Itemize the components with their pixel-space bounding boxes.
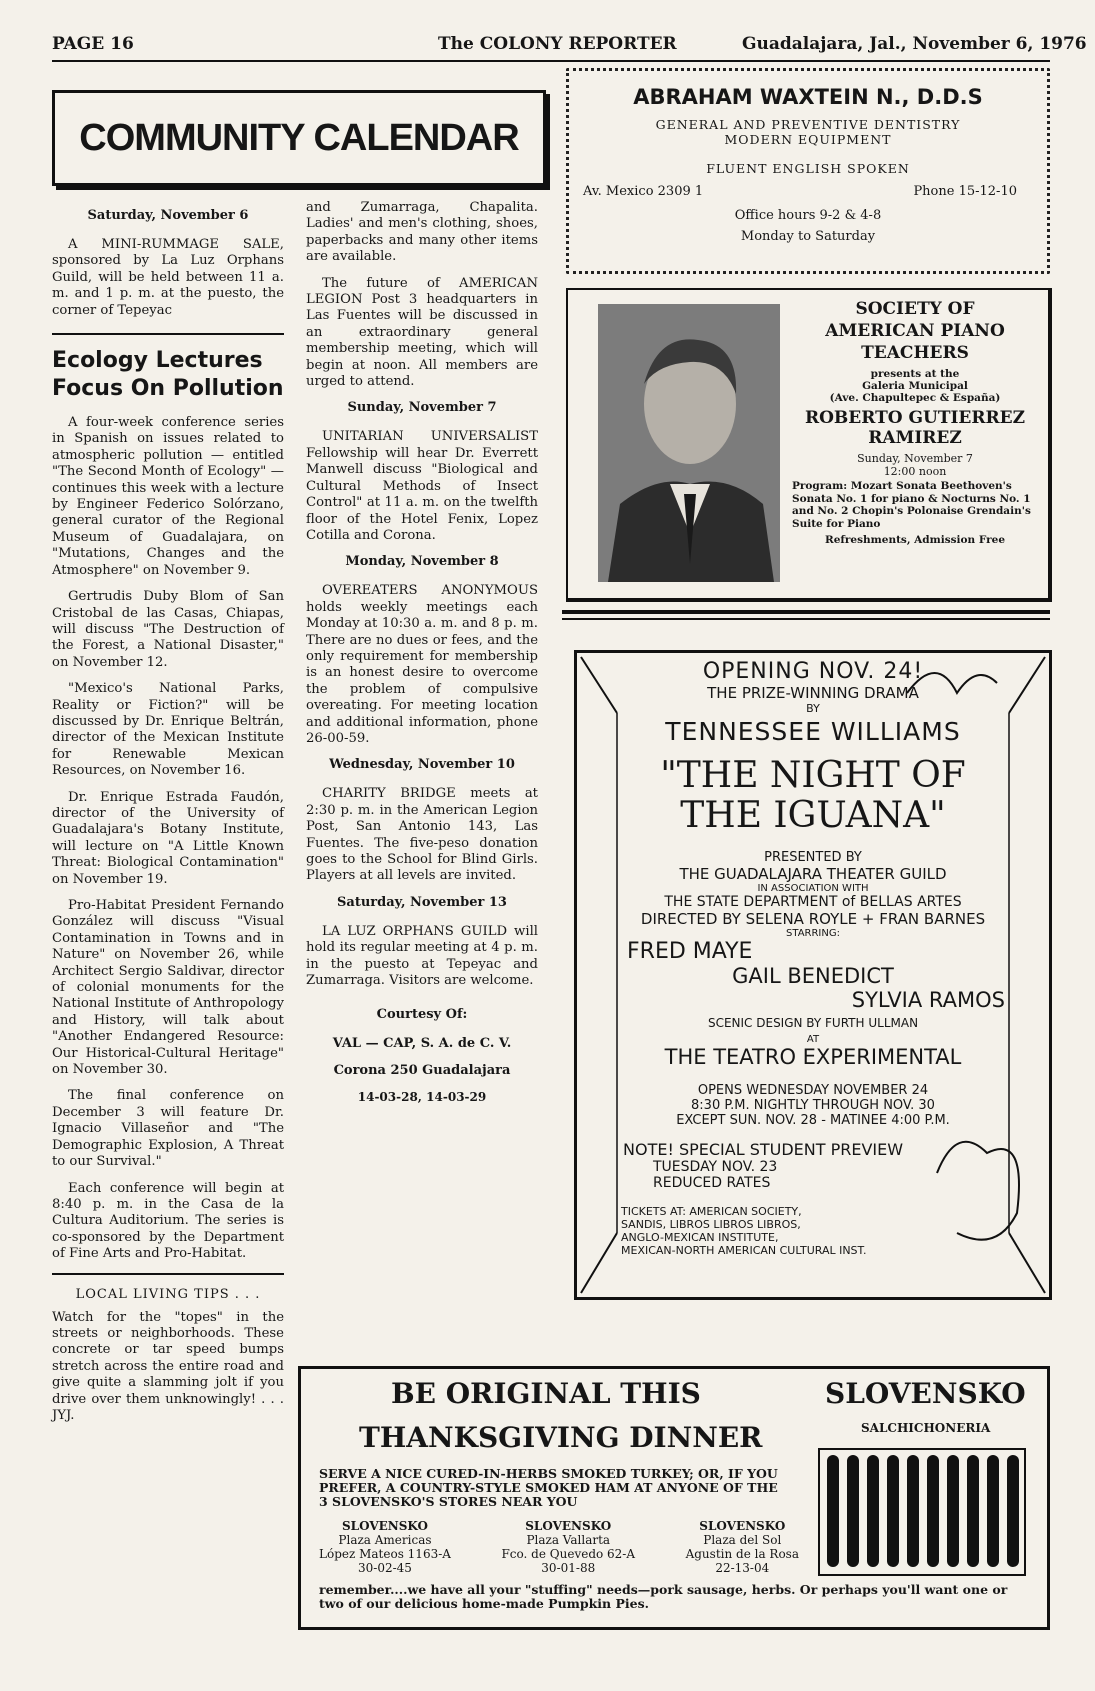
article-paragraph: Gertrudis Duby Blom of San Cristobal de las Casas, Chiapas, will discuss "The Destruction of the Forest, a National Disaster," on November 12. xyxy=(52,589,284,670)
theater-drama: THE PRIZE-WINNING DRAMA xyxy=(707,684,919,702)
theater-tickets-1: TICKETS AT: AMERICAN SOCIETY, xyxy=(621,1205,802,1218)
piano-ad xyxy=(566,288,1052,602)
store-3 xyxy=(686,1519,799,1575)
theater-guild: THE GUADALAJARA THEATER GUILD xyxy=(679,865,947,883)
ecology-headline: Ecology Lectures Focus On Pollution xyxy=(52,348,284,402)
store-address: Agustin de la Rosa xyxy=(685,1547,799,1561)
theater-tickets-2: SANDIS, LIBROS LIBROS LIBROS, xyxy=(621,1218,801,1231)
dentist-hours: Office hours 9-2 & 4-8 xyxy=(734,208,882,223)
courtesy-address: Corona 250 Guadalajara xyxy=(333,1063,511,1079)
piano-presents: presents at the xyxy=(870,368,960,380)
dentist-name: ABRAHAM WAXTEIN N., D.D.S xyxy=(633,85,983,109)
day-heading: Sunday, November 7 xyxy=(347,400,497,416)
store-2 xyxy=(501,1519,635,1575)
theater-star-1: FRED MAYE xyxy=(627,939,753,964)
pianist-photo xyxy=(598,304,780,582)
calendar-column-1 xyxy=(52,200,284,1434)
theater-directed: DIRECTED BY SELENA ROYLE + FRAN BARNES xyxy=(640,910,986,928)
dateline: Guadalajara, Jal., November 6, 1976 xyxy=(742,34,1087,54)
courtesy-phone: 14-03-28, 14-03-29 xyxy=(357,1090,487,1105)
tips-title: LOCAL LIVING TIPS . . . xyxy=(75,1286,261,1302)
calendar-title: COMMUNITY CALENDAR xyxy=(79,117,519,159)
divider xyxy=(52,1273,284,1275)
article-paragraph: and Zumarraga, Chapalita. Ladies' and men's clothing, shoes, paperbacks and many other items are available. xyxy=(306,200,538,265)
slovensko-headline-1: BE ORIGINAL THIS xyxy=(391,1377,701,1410)
slovensko-stores xyxy=(319,1519,799,1575)
article-paragraph: A MINI-RUMMAGE SALE, sponsored by La Luz Orphans Guild, will be held between 11 a. m. and 1 p. m. at the puesto, the corner of Tepeyac xyxy=(52,237,284,318)
article-paragraph: Pro-Habitat President Fernando González will discuss "Visual Contamination in Towns and in Nature" on November 26, while Architect Sergio Saldivar, director of colonial monuments for the National Institute of Anthropology and History, will talk about "Another Endangered Resource: Our Historical-Cultural Heritage" on November 30. xyxy=(52,898,284,1078)
article-paragraph: "Mexico's National Parks, Reality or Fiction?" will be discussed by Dr. Enrique Beltrán, director of the Mexican Institute for Renewable Mexican Resources, on November 16. xyxy=(52,681,284,779)
theater-opens: OPENS WEDNESDAY NOVEMBER 24 xyxy=(697,1083,929,1098)
piano-venue-address: (Ave. Chapultepec & España) xyxy=(829,392,1001,404)
theater-star-3: SYLVIA RAMOS xyxy=(851,988,1005,1012)
day-heading: Saturday, November 6 xyxy=(87,208,249,223)
article-paragraph: LA LUZ ORPHANS GUILD will hold its regular meeting at 4 p. m. in the puesto at Tepeyac and Zumarraga. Visitors are welcome. xyxy=(306,923,538,989)
piano-program: Program: Mozart Sonata Beethoven's Sonata No. 1 for piano & Nocturns No. 1 and No. 2 Chopin's Polonaise Grendain's Suite for Piano xyxy=(792,480,1031,530)
divider xyxy=(52,333,284,335)
dentist-phone: Phone 15-12-10 xyxy=(913,184,1017,199)
tips-text: Watch for the "topes" in the streets or neighborhoods. These concrete or tar speed bumps stretch across the entire road and give quite a slamming jolt if you drive over them unknowingly! . . . JYJ. xyxy=(52,1309,284,1423)
store-phone: 30-01-88 xyxy=(541,1561,596,1575)
day-heading: Monday, November 8 xyxy=(345,554,499,570)
dentist-address: Av. Mexico 2309 1 xyxy=(583,184,704,199)
slovensko-headline-2: THANKSGIVING DINNER xyxy=(359,1421,763,1454)
slovensko-brand: SLOVENSKO xyxy=(825,1377,1026,1410)
dentist-ad xyxy=(566,68,1050,274)
article-paragraph: The final conference on December 3 will feature Dr. Ignacio Villaseñor and "The Demographic Explosion, A Threat to our Survival." xyxy=(52,1088,284,1170)
theater-note-date: TUESDAY NOV. 23 xyxy=(653,1159,778,1175)
calendar-column-2 xyxy=(306,200,538,1104)
store-name: SLOVENSKO xyxy=(341,1519,428,1533)
calendar-title-box xyxy=(52,90,546,186)
piano-time: 12:00 noon xyxy=(883,465,947,478)
theater-presented: PRESENTED BY xyxy=(764,850,862,865)
store-address: Fco. de Quevedo 62-A xyxy=(501,1547,636,1561)
courtesy-label: Courtesy Of: xyxy=(376,1007,468,1023)
slovensko-brand-sub: SALCHICHONERIA xyxy=(861,1421,991,1435)
slovensko-ad xyxy=(298,1366,1050,1630)
piano-refreshments: Refreshments, Admission Free xyxy=(824,534,1006,546)
theater-by: BY xyxy=(806,702,820,715)
store-address: López Mateos 1163-A xyxy=(319,1547,451,1561)
store-plaza: Plaza del Sol xyxy=(703,1533,782,1547)
article-paragraph: Each conference will begin at 8:40 p. m. in the Casa de la Cultura Auditorium. The series is co-sponsored by the Department of Fine Arts and Pro-Habitat. xyxy=(52,1180,284,1262)
slovensko-footer: remember....we have all your "stuffing" needs—pork sausage, herbs. Or perhaps you'll want one or two of our delicious home-made Pumpkin Pies. xyxy=(319,1582,1008,1611)
day-heading: Wednesday, November 10 xyxy=(329,757,515,773)
header-rule xyxy=(52,60,1050,62)
slovensko-body: SERVE A NICE CURED-IN-HERBS SMOKED TURKEY; OR, IF YOU PREFER, A COUNTRY-STYLE SMOKED HAM AT ANYONE OF THE 3 SLOVENSKO'S STORES NEAR YOU xyxy=(319,1466,778,1509)
theater-opening: OPENING NOV. 24! xyxy=(702,659,924,684)
theater-association: IN ASSOCIATION WITH xyxy=(757,883,869,894)
theater-ad xyxy=(574,650,1052,1300)
theater-nightly: 8:30 P.M. NIGHTLY THROUGH NOV. 30 xyxy=(691,1098,935,1113)
divider xyxy=(562,618,1050,620)
theater-author: TENNESSEE WILLIAMS xyxy=(665,717,961,746)
theater-note: NOTE! SPECIAL STUDENT PREVIEW xyxy=(623,1140,904,1159)
article-paragraph: CHARITY BRIDGE meets at 2:30 p. m. in the American Legion Post, San Antonio 143, Las Fuentes. The five-peso donation goes to the School for Blind Girls. Players at all levels are invited. xyxy=(306,786,538,884)
store-name: SLOVENSKO xyxy=(525,1519,612,1533)
dentist-days: Monday to Saturday xyxy=(740,229,876,244)
dentist-line3: FLUENT ENGLISH SPOKEN xyxy=(706,161,910,176)
theater-venue: THE TEATRO EXPERIMENTAL xyxy=(664,1045,962,1069)
store-plaza: Plaza Vallarta xyxy=(526,1533,611,1547)
piano-org-3: TEACHERS xyxy=(861,343,969,363)
dentist-line1: GENERAL AND PREVENTIVE DENTISTRY xyxy=(655,117,961,132)
day-heading: Saturday, November 13 xyxy=(337,894,507,910)
store-phone: 30-02-45 xyxy=(358,1561,412,1575)
store-plaza: Plaza Americas xyxy=(338,1533,432,1547)
theater-at: AT xyxy=(806,1034,820,1045)
page-number: PAGE 16 xyxy=(52,34,134,54)
piano-org-2: AMERICAN PIANO xyxy=(825,321,1005,341)
article-paragraph: The future of AMERICAN LEGION Post 3 headquarters in Las Fuentes will be discussed in an extraordinary general membership meeting, which will begin at noon. All members are urged to attend. xyxy=(306,275,538,390)
theater-tickets-4: MEXICAN-NORTH AMERICAN CULTURAL INST. xyxy=(621,1244,867,1257)
theater-scenic: SCENIC DESIGN BY FURTH ULLMAN xyxy=(707,1016,919,1030)
divider xyxy=(562,610,1050,614)
theater-note-rates: REDUCED RATES xyxy=(653,1175,771,1191)
store-1 xyxy=(319,1519,451,1575)
piano-date: Sunday, November 7 xyxy=(857,452,973,465)
piano-venue: Galeria Municipal xyxy=(862,380,968,392)
theater-play-line2: THE IGUANA" xyxy=(680,795,946,836)
theater-play-line1: "THE NIGHT OF xyxy=(660,755,966,796)
theater-except: EXCEPT SUN. NOV. 28 - MATINEE 4:00 P.M. xyxy=(676,1113,950,1128)
courtesy-name: VAL — CAP, S. A. de C. V. xyxy=(332,1036,512,1052)
paper-name: The COLONY REPORTER xyxy=(438,34,677,54)
sausage-illustration xyxy=(817,1447,1027,1577)
dentist-line2: MODERN EQUIPMENT xyxy=(724,132,892,147)
theater-star-2: GAIL BENEDICT xyxy=(732,964,894,988)
theater-tickets-3: ANGLO-MEXICAN INSTITUTE, xyxy=(621,1231,779,1244)
article-paragraph: OVEREATERS ANONYMOUS holds weekly meetings each Monday at 10:30 a. m. and 8 p. m. There are no dues or fees, and the only requirement for membership is an honest desire to overcome the problem of compulsive overeating. For meeting location and additional information, phone 26-00-59. xyxy=(306,583,538,746)
theater-starring: STARRING: xyxy=(786,928,840,939)
theater-department: THE STATE DEPARTMENT of BELLAS ARTES xyxy=(664,894,962,910)
store-name: SLOVENSKO xyxy=(699,1519,786,1533)
piano-org-1: SOCIETY OF xyxy=(855,299,975,319)
piano-artist: ROBERTO GUTIERREZ RAMIREZ xyxy=(805,408,1025,448)
article-paragraph: Dr. Enrique Estrada Faudón, director of the University of Guadalajara's Botany Institute, will lecture on "A Little Known Threat: Biological Contamination" on November 19. xyxy=(52,789,284,887)
store-phone: 22-13-04 xyxy=(715,1561,770,1575)
article-paragraph: UNITARIAN UNIVERSALIST Fellowship will hear Dr. Everrett Manwell discuss "Biological and Cultural Methods of Insect Control" at 11 a. m. on the twelfth floor of the Hotel Fenix, Lopez Cotilla and Corona. xyxy=(306,429,538,543)
article-paragraph: A four-week conference series in Spanish on issues related to atmospheric pollution — entitled "The Second Month of Ecology" — continues this week with a lecture by Engineer Federico Solórzano, general curator of the Regional Museum of Guadalajara, on "Mutations, Changes and the Atmosphere" on November 9. xyxy=(52,415,284,578)
